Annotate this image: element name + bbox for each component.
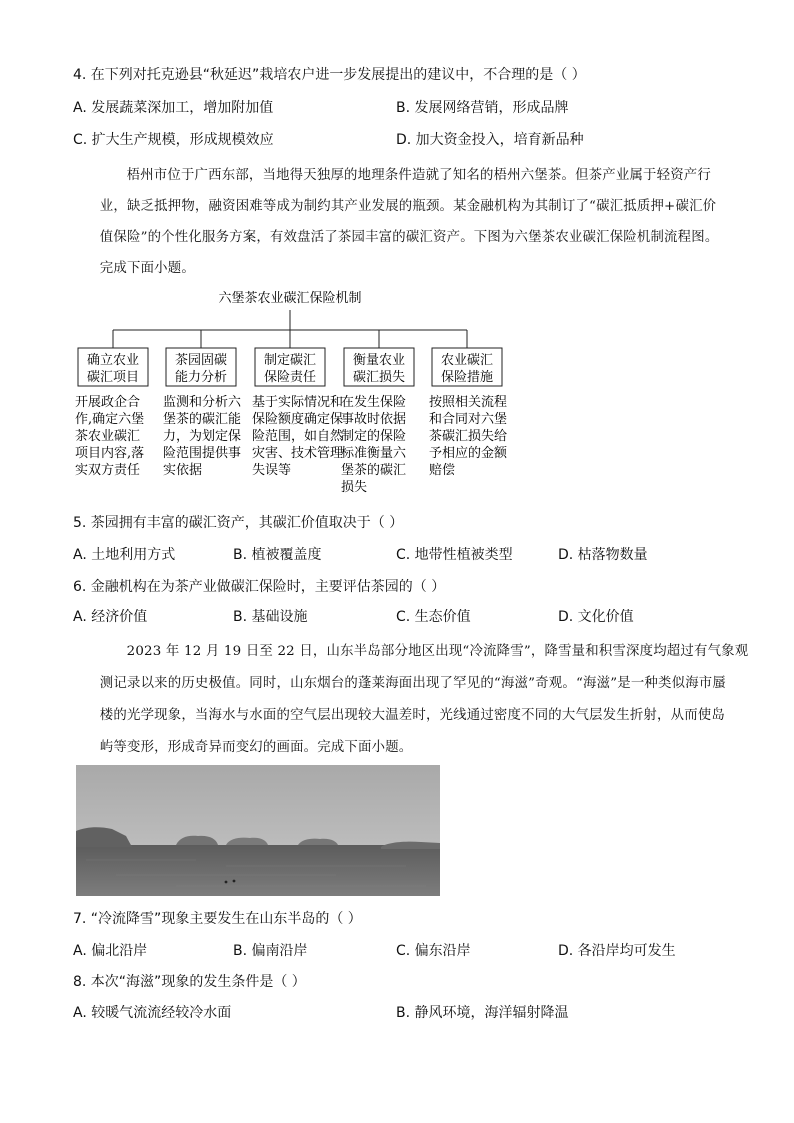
passage2-line: 测记录以来的历史极值。同时，山东烟台的蓬莱海面出现了罕见的“海滋”奇观。“海滋”是一种类似海市蜃 xyxy=(99,676,726,691)
passage1-line: 值保险”的个性化服务方案，有效盘活了茶园丰富的碳汇资产。下图为六堡茶农业碳汇保险机制流程图。 xyxy=(99,230,719,245)
diagram-box-description: 失误等 xyxy=(252,463,292,478)
q4-option-b: B. 发展网络营销，形成品牌 xyxy=(396,100,569,116)
q7-option-b: B. 偏南沿岸 xyxy=(233,943,308,959)
diagram-box-description: 灾害、技术管理 xyxy=(252,446,344,461)
diagram-box-description: 作,确定六堡 xyxy=(75,412,145,427)
diagram-box-description: 事故时依据 xyxy=(341,412,407,427)
diagram-box-description: 赔偿 xyxy=(429,463,456,478)
q4-option-a: A. 发展蔬菜深加工，增加附加值 xyxy=(73,100,274,116)
diagram-boxes xyxy=(75,330,508,495)
diagram-box-label: 碳汇项目 xyxy=(86,370,140,385)
q5-option-c: C. 地带性植被类型 xyxy=(396,547,513,563)
q4-option-d: D. 加大资金投入，培育新品种 xyxy=(396,132,584,148)
passage-liubao-tea xyxy=(73,160,717,284)
passage1-line: 业，缺乏抵押物，融资困难等成为制约其产业发展的瓶颈。某金融机构为其制订了“碳汇抵质押+碳汇价 xyxy=(99,199,717,214)
diagram-title: 六堡茶农业碳汇保险机制 xyxy=(218,291,362,306)
q7-option-d: D. 各沿岸均可发生 xyxy=(558,943,676,959)
diagram-box-description: 茶农业碳汇 xyxy=(75,429,141,444)
diagram-box-description: 监测和分析六 xyxy=(163,395,242,410)
diagram-box-description: 按照相关流程 xyxy=(429,395,508,410)
diagram-box-description: 制定的保险 xyxy=(341,429,407,444)
diagram-box-description: 予相应的金额 xyxy=(429,446,508,461)
q8-option-b: B. 静风环境，海洋辐射降温 xyxy=(396,1005,569,1021)
diagram-box-description: 开展政企合 xyxy=(75,395,141,410)
diagram-box-label: 茶园固碳 xyxy=(174,353,228,368)
diagram-box-description: 在发生保险 xyxy=(341,395,407,410)
q7-option-a: A. 偏北沿岸 xyxy=(73,943,148,959)
swimmer-dot xyxy=(233,880,236,883)
q6-option-c: C. 生态价值 xyxy=(396,609,471,625)
diagram-box-description: 损失 xyxy=(341,480,368,495)
diagram-box-description: 堡茶的碳汇 xyxy=(341,463,407,478)
q8-stem: 8. 本次“海滋”现象的发生条件是（ ） xyxy=(73,974,306,990)
diagram-box-label: 保险措施 xyxy=(440,370,494,385)
q7-stem: 7. “冷流降雪”现象主要发生在山东半岛的（ ） xyxy=(73,911,362,927)
passage2-line: 屿等变形，形成奇异而变幻的画面。完成下面小题。 xyxy=(99,740,413,755)
diagram-box-label: 确立农业 xyxy=(86,353,140,368)
diagram-box-description: 保险额度确定保 xyxy=(252,412,344,427)
diagram-box-label: 制定碳汇 xyxy=(263,353,317,368)
q6-stem: 6. 金融机构在为茶产业做碳汇保险时，主要评估茶园的（ ） xyxy=(73,579,446,595)
q6-option-b: B. 基础设施 xyxy=(233,609,308,625)
q5-stem: 5. 茶园拥有丰富的碳汇资产，其碳汇价值取决于（ ） xyxy=(73,515,404,531)
q8-option-a: A. 较暖气流流经较冷水面 xyxy=(73,1005,232,1021)
diagram-box-description: 实双方责任 xyxy=(75,463,141,478)
sea-area xyxy=(76,845,440,896)
diagram-box-label: 衡量农业 xyxy=(352,353,406,368)
diagram-box-description: 实依据 xyxy=(163,463,203,478)
passage2-line: 2023 年 12 月 19 日至 22 日，山东半岛部分地区出现“冷流降雪”，降雪量和积雪深度均超过有气象观 xyxy=(126,644,749,659)
diagram-box-description: 险范围提供事 xyxy=(163,446,242,461)
carbon-insurance-diagram xyxy=(73,286,533,501)
diagram-box-description: 堡茶的碳汇能 xyxy=(163,412,242,427)
q6-option-a: A. 经济价值 xyxy=(73,609,148,625)
passage1-line: 梧州市位于广西东部，当地得天独厚的地理条件造就了知名的梧州六堡茶。但茶产业属于轻资产行 xyxy=(126,168,711,183)
passage1-line: 完成下面小题。 xyxy=(99,261,195,276)
diagram-box-label: 农业碳汇 xyxy=(440,353,494,368)
swimmer-dot xyxy=(225,881,228,884)
passage2-line: 楼的光学现象，当海水与水面的空气层出现较大温差时，光线通过密度不同的大气层发生折射，从而使岛 xyxy=(99,708,725,723)
q4-stem: 4. 在下列对托克逊县“秋延迟”栽培农户进一步发展提出的建议中，不合理的是（ ） xyxy=(73,67,586,83)
q6-option-d: D. 文化价值 xyxy=(558,609,634,625)
diagram-box-description: 项目内容,落 xyxy=(75,446,145,461)
q7-option-c: C. 偏东沿岸 xyxy=(396,943,471,959)
q4-option-c: C. 扩大生产规模，形成规模效应 xyxy=(73,132,274,148)
diagram-box-description: 茶碳汇损失给 xyxy=(429,429,508,444)
diagram-box-label: 碳汇损失 xyxy=(352,370,406,385)
diagram-box-label: 保险责任 xyxy=(263,370,317,385)
diagram-box-description: 基于实际情况和 xyxy=(252,395,344,410)
diagram-box-description: 力，为划定保 xyxy=(163,429,242,444)
diagram-box-description: 标准衡量六 xyxy=(341,446,407,461)
q5-option-a: A. 土地利用方式 xyxy=(73,547,176,563)
passage-haizi xyxy=(73,636,749,764)
diagram-box-description: 和合同对六堡 xyxy=(429,412,508,427)
diagram-box-description: 险范围，如自然 xyxy=(252,429,344,444)
diagram-box-label: 能力分析 xyxy=(174,370,228,385)
sky-area xyxy=(76,765,440,845)
q5-option-b: B. 植被覆盖度 xyxy=(233,547,322,563)
haizi-photo xyxy=(76,765,440,896)
q5-option-d: D. 枯落物数量 xyxy=(558,547,648,563)
